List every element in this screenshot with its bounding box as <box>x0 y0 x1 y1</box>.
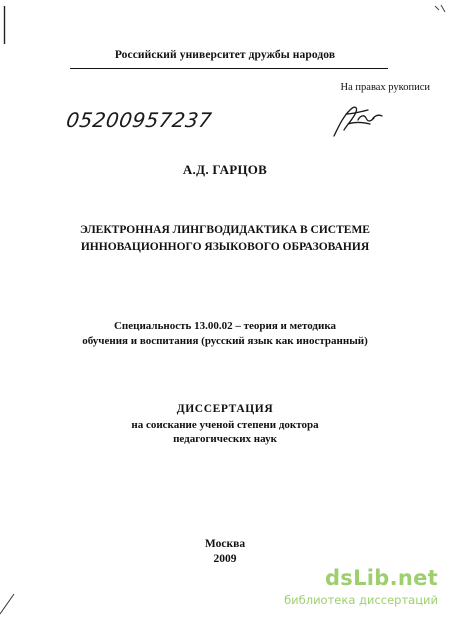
handwritten-signature <box>328 100 388 140</box>
work-type: ДИССЕРТАЦИЯ <box>176 403 274 415</box>
watermark <box>286 566 446 614</box>
year: 2009 <box>213 553 237 565</box>
dissertation-title <box>0 222 450 256</box>
degree-line: педагогических наук <box>173 433 277 445</box>
header-rule <box>70 68 388 69</box>
watermark-logo: dsLib.net <box>324 566 438 590</box>
scan-bottom-edge <box>0 590 30 617</box>
specialty-line: обучения и воспитания (русский язык как иностранный) <box>82 335 368 347</box>
degree-line: на соискание ученой степени доктора <box>131 419 319 431</box>
scan-corner-mark <box>434 4 446 14</box>
university-name: Российский университет дружбы народов <box>114 49 336 61</box>
handwritten-registration-number <box>64 108 214 138</box>
scan-edge-mark <box>3 6 6 44</box>
place-and-year <box>0 537 450 567</box>
handwritten-number-text: 05200957237 <box>64 108 214 132</box>
title-line: ИННОВАЦИОННОГО ЯЗЫКОВОГО ОБРАЗОВАНИЯ <box>80 241 370 253</box>
specialty <box>0 319 450 349</box>
rights-note: На правах рукописи <box>340 82 430 93</box>
degree-sought <box>0 418 450 446</box>
watermark-tagline: библиотека диссертаций <box>284 593 438 607</box>
title-line: ЭЛЕКТРОННАЯ ЛИНГВОДИДАКТИКА В СИСТЕМЕ <box>80 224 370 236</box>
specialty-line: Специальность 13.00.02 – теория и методика <box>113 320 337 332</box>
author-name: А.Д. ГАРЦОВ <box>182 162 268 177</box>
city: Москва <box>204 538 246 550</box>
